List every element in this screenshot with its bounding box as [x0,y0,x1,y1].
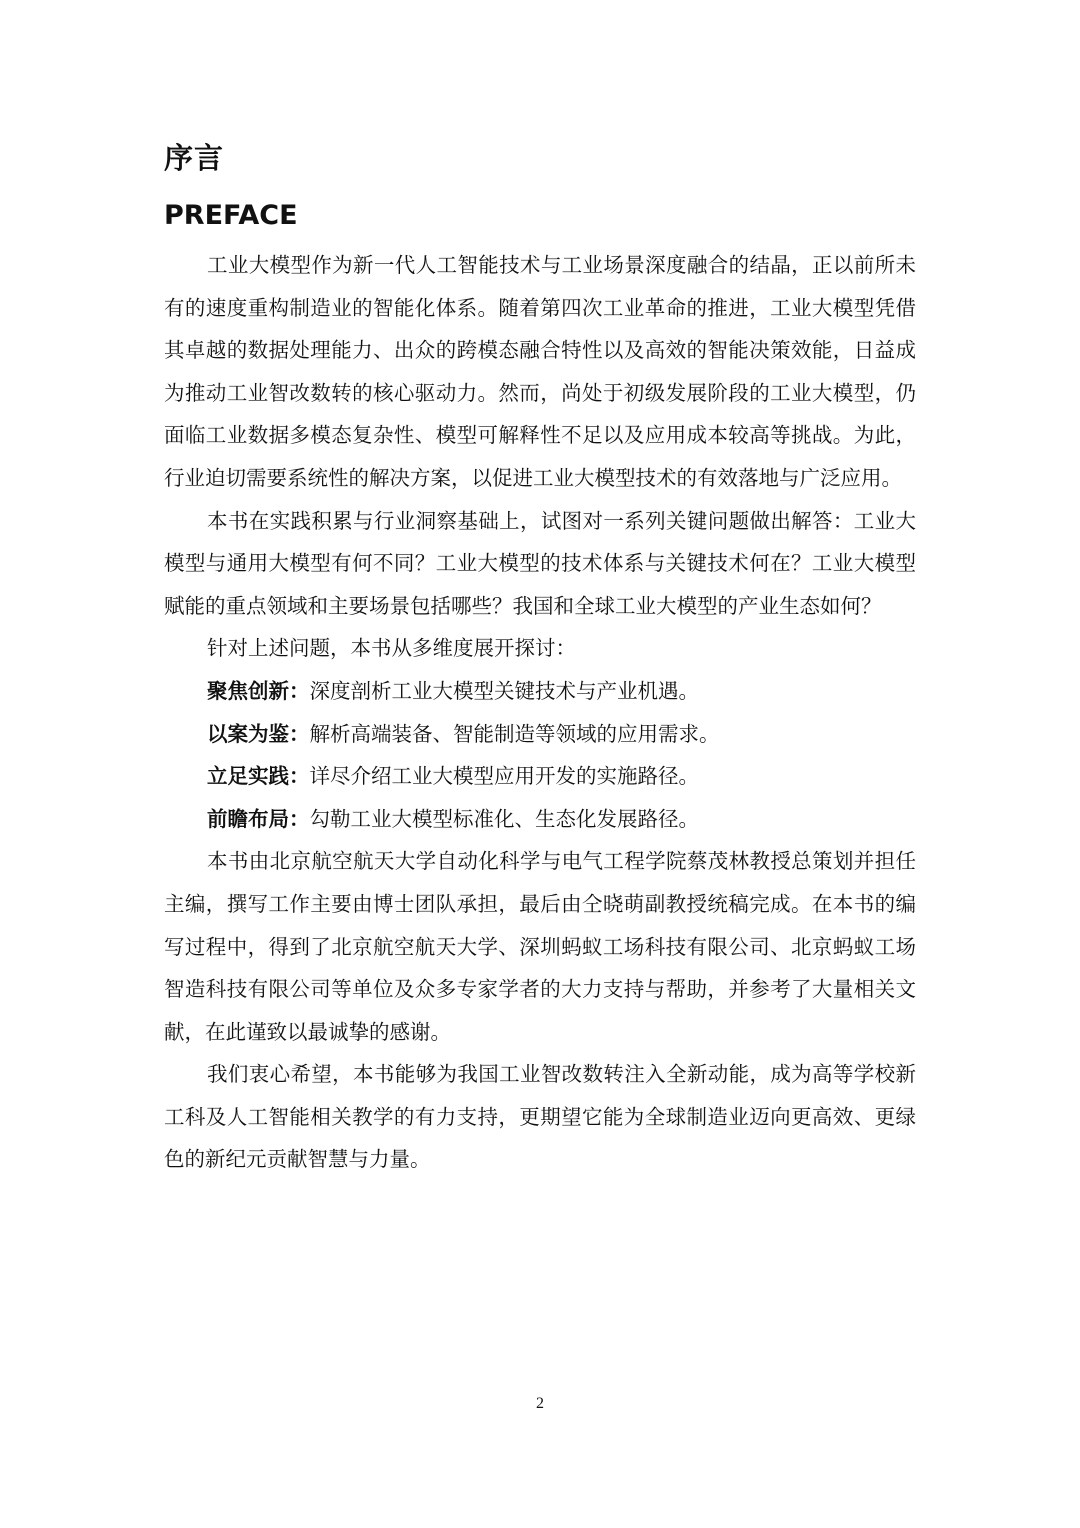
list-item-practice [164,755,916,798]
list-item-text: 深度剖析工业大模型关键技术与产业机遇。 [309,678,699,703]
list-item-lead: 聚焦创新： [207,678,310,703]
page-number: 2 [536,1395,544,1412]
paragraph-acknowledgement: 本书由北京航空航天大学自动化科学与电气工程学院蔡茂林教授总策划并担任主编，撰写工作主要由博士团队承担，最后由仝晓萌副教授统稿完成。在本书的编写过程中，得到了北京航空航天大学、深圳蚂蚁工场科技有限公司、北京蚂蚁工场智造科技有限公司等单位及众多专家学者的大力支持与帮助，并参考了大量相关文献，在此谨致以最诚挚的感谢。 [164,849,916,1044]
page-title-chinese: 序言 [164,141,225,175]
list-item-text: 解析高端装备、智能制造等领域的应用需求。 [309,721,720,746]
list-item-text: 勾勒工业大模型标准化、生态化发展路径。 [309,806,699,831]
list-item-lead: 以案为鉴： [207,721,310,746]
paragraph-closing: 我们衷心希望，本书能够为我国工业智改数转注入全新动能，成为高等学校新工科及人工智能相关教学的有力支持，更期望它能为全球制造业迈向更高效、更绿色的新纪元贡献智慧与力量。 [164,1062,916,1172]
list-item-innovation [164,670,916,713]
paragraph-questions: 本书在实践积累与行业洞察基础上，试图对一系列关键问题做出解答：工业大模型与通用大模型有何不同？工业大模型的技术体系与关键技术何在？工业大模型赋能的重点领域和主要场景包括哪些？我国和全球工业大模型的产业生态如何？ [164,508,916,618]
preface-body [164,244,916,1181]
list-item-lead: 前瞻布局： [207,806,310,831]
list-item-outlook [164,798,916,841]
list-item-lead: 立足实践： [207,764,310,789]
paragraph-intro: 工业大模型作为新一代人工智能技术与工业场景深度融合的结晶，正以前所未有的速度重构制造业的智能化体系。随着第四次工业革命的推进，工业大模型凭借其卓越的数据处理能力、出众的跨模态融合特性以及高效的智能决策效能，日益成为推动工业智改数转的核心驱动力。然而，尚处于初级发展阶段的工业大模型，仍面临工业数据多模态复杂性、模型可解释性不足以及应用成本较高等挑战。为此，行业迫切需要系统性的解决方案，以促进工业大模型技术的有效落地与广泛应用。 [164,253,916,490]
list-item-cases [164,713,916,756]
page-title-english: PREFACE [164,200,298,231]
list-item-text: 详尽介绍工业大模型应用开发的实施路径。 [309,764,699,789]
paragraph-approach: 针对上述问题，本书从多维度展开探讨： [207,636,576,661]
